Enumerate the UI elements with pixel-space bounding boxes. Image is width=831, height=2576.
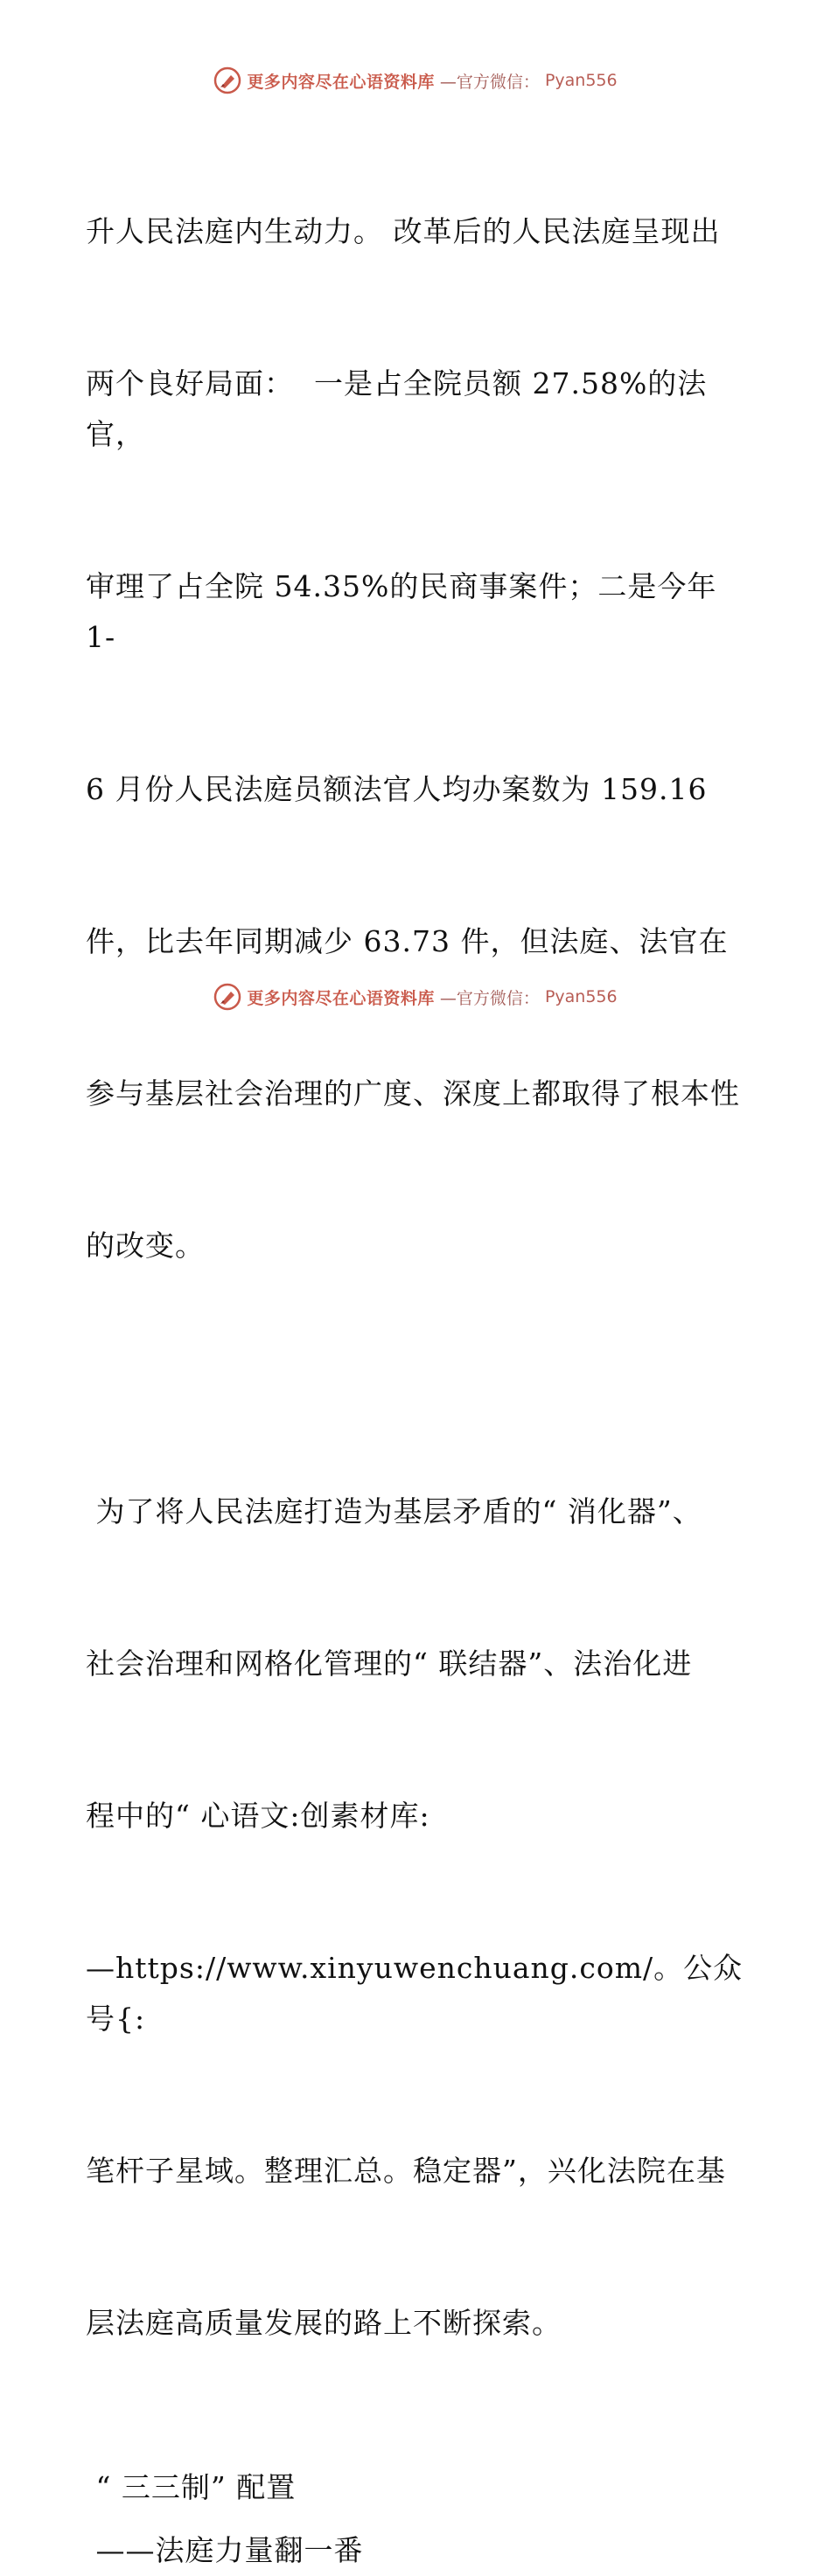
watermark-wechat-id: Pyan556 [544,71,618,90]
watermark-main-text: 更多内容尽在心语资料库 [247,988,435,1008]
text-line: 审理了占全院 54.35%的民商事案件；二是今年 1- [86,569,727,654]
text-line: 升人民法庭内生动力。 改革后的人民法庭呈现出 [86,214,721,248]
footer-watermark [0,979,831,1014]
paragraph-1 [86,105,751,1373]
text-line: 为了将人民法庭打造为基层矛盾的“ 消化器”、 [86,1494,702,1528]
text-line: 社会治理和网格化管理的“ 联结器”、法治化进 [86,1647,693,1681]
watermark-main-text: 更多内容尽在心语资料库 [247,72,435,92]
text-line: —https://www.xinyuwenchuang.com/。公众号{: [86,1951,744,2036]
section-heading: “ 三三制” 配置 [86,2470,297,2504]
section-subheading: ——法庭力量翻一番 [86,2533,364,2567]
pen-nib-logo-icon [213,983,241,1011]
text-line: 层法庭高质量发展的路上不断探索。 [86,2306,562,2340]
text-line: 两个良好局面： 一是占全院员额 27.58%的法官， [86,366,708,451]
watermark-wechat-id: Pyan556 [544,987,618,1006]
paragraph-2 [86,1385,751,2450]
pen-nib-logo-icon [213,66,241,94]
text-line: 程中的“ 心语文:创素材库: [86,1799,430,1833]
header-watermark [0,63,831,98]
text-line: 笔杆子星域。整理汇总。稳定器”，兴化法院在基 [86,2154,726,2188]
text-line: 件，比去年同期减少 63.73 件，但法庭、法官在 [86,924,729,958]
text-line: 的改变。 [86,1229,205,1263]
text-line: 参与基层社会治理的广度、深度上都取得了根本性 [86,1076,740,1110]
text-line: 6 月份人民法庭员额法官人均办案数为 159.16 [86,772,708,806]
document-body [86,105,751,2576]
watermark-side-text: —官方微信： [439,988,540,1008]
watermark-side-text: —官方微信： [439,72,540,92]
